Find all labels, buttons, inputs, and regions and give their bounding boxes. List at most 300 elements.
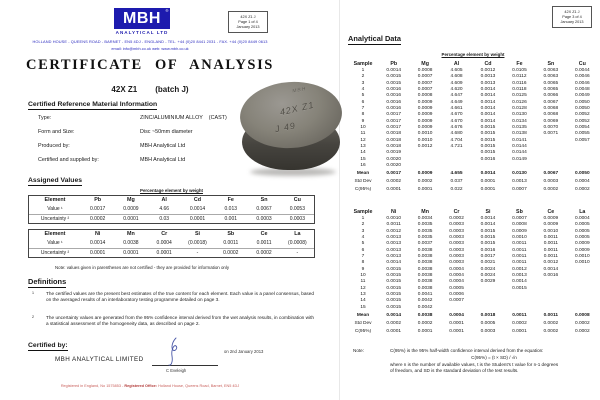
value-cell: 0.0009 bbox=[512, 228, 527, 234]
value-cell: 0.0038 bbox=[417, 247, 433, 253]
value-cell: 0.0144 bbox=[512, 150, 527, 156]
row-label-cell: Mean bbox=[356, 171, 370, 177]
value-cell: 0.0038 bbox=[417, 273, 433, 279]
company-contact: email: info@mbh.co.uk web: www.mbh.co.uk bbox=[111, 45, 189, 51]
value-cell: 0.0063 bbox=[543, 68, 559, 73]
value-cell: 4.655 bbox=[450, 171, 463, 177]
row-label-cell: Value ¹ bbox=[47, 240, 63, 246]
value-cell: 0.0038 bbox=[417, 312, 433, 318]
value-cell: 0.0004 bbox=[449, 266, 464, 272]
table-row bbox=[29, 214, 314, 223]
row-label-cell: 13 bbox=[360, 144, 366, 150]
table-row bbox=[348, 329, 598, 336]
assigned-values-table-2 bbox=[28, 229, 315, 258]
stamp-date: January 2013 bbox=[560, 19, 584, 24]
value-cell: 0.0014 bbox=[480, 106, 496, 112]
value-cell: 0.0015 bbox=[480, 150, 496, 156]
value-cell: 0.0009 bbox=[417, 125, 433, 131]
table-row bbox=[29, 230, 314, 239]
value-cell: Cr bbox=[161, 231, 168, 237]
value-cell: 0.0016 bbox=[480, 247, 496, 253]
value-cell: 0.0015 bbox=[480, 125, 496, 131]
row-label-cell: 3 bbox=[361, 80, 365, 86]
value-cell: 0.0001 bbox=[417, 328, 433, 334]
value-cell: 0.0112 bbox=[512, 74, 527, 80]
value-cell: 0.0014 bbox=[512, 279, 527, 285]
value-cell: 0.0014 bbox=[480, 118, 496, 124]
value-cell: 0.0002 bbox=[223, 250, 239, 256]
value-cell: 0.037 bbox=[450, 179, 463, 185]
value-cell: 0.0105 bbox=[512, 68, 527, 73]
value-cell bbox=[535, 163, 566, 169]
value-cell: Ni bbox=[391, 209, 397, 215]
value-cell: 0.0016 bbox=[386, 93, 402, 99]
row-label-cell: 2 bbox=[361, 222, 365, 228]
row-label-cell: Element bbox=[44, 197, 66, 203]
value-cell: 0.0017 bbox=[386, 171, 402, 177]
value-cell bbox=[472, 305, 503, 311]
note-line-2: where n is the number of available values, t is the Student's t value for n-1 degrees bbox=[390, 362, 559, 367]
parentheses-note: Note: values given in parentheses are not certified - they are provided for information only bbox=[55, 265, 230, 270]
value-cell: 0.0057 bbox=[574, 137, 590, 143]
signature-icon bbox=[162, 336, 188, 368]
value-cell: 0.013 bbox=[224, 206, 238, 212]
value-cell: 0.0003 bbox=[449, 254, 464, 260]
value-cell: La bbox=[579, 209, 586, 215]
value-cell: 0.0034 bbox=[417, 216, 433, 221]
value-cell: 0.0055 bbox=[574, 131, 590, 137]
value-cell: 0.03 bbox=[159, 216, 170, 222]
value-cell: 0.0013 bbox=[512, 273, 527, 279]
value-cell: 4.608 bbox=[450, 74, 463, 80]
footer-part3: Holland House, Queens Road, Barnet, EN5 4DJ bbox=[157, 384, 240, 388]
value-cell: 0.0125 bbox=[512, 93, 527, 99]
page-stamp bbox=[552, 6, 592, 28]
value-cell: 0.0002 bbox=[256, 250, 272, 256]
value-cell: 0.0024 bbox=[480, 273, 496, 279]
value-cell: 0.0003 bbox=[289, 216, 305, 222]
value-cell: 0.0002 bbox=[386, 320, 402, 326]
value-cell: 0.0016 bbox=[386, 99, 402, 105]
value-cell: 0.0014 bbox=[386, 312, 402, 318]
value-cell: 0.0004 bbox=[574, 179, 590, 185]
value-cell: 0.0010 bbox=[417, 131, 433, 137]
value-cell: 0.0004 bbox=[449, 312, 464, 318]
value-cell: 0.0011 bbox=[543, 241, 559, 247]
value-cell: 0.0149 bbox=[512, 156, 527, 162]
value-cell: 0.0014 bbox=[189, 206, 206, 212]
value-cell: 0.0015 bbox=[386, 80, 402, 86]
value-cell: 0.0007 bbox=[512, 216, 527, 221]
value-cell: 0.0042 bbox=[417, 304, 433, 310]
value-cell: 0.0009 bbox=[417, 106, 433, 112]
row-label-cell: 8 bbox=[361, 112, 365, 118]
row-label-cell: 6 bbox=[361, 247, 365, 253]
note-line-3: of freedom, and SD is the standard deviation of the test results. bbox=[390, 368, 519, 373]
value-cell: 0.0052 bbox=[574, 112, 590, 118]
value-cell: 0.0001 bbox=[480, 187, 496, 193]
value-cell: 0.0050 bbox=[574, 171, 590, 177]
value-cell: 0.0015 bbox=[386, 266, 402, 272]
value-cell: 0.0005 bbox=[574, 222, 590, 228]
value-cell: 0.0015 bbox=[480, 137, 496, 143]
value-cell: 0.0138 bbox=[512, 131, 527, 137]
value-cell: 0.0048 bbox=[574, 87, 590, 93]
value-cell: 0.0054 bbox=[574, 125, 590, 131]
value-cell: - bbox=[196, 250, 199, 256]
value-cell: 0.0007 bbox=[449, 298, 464, 304]
value-cell: Sn bbox=[547, 61, 555, 67]
value-cell: 0.0011 bbox=[512, 247, 527, 253]
value-cell: 0.0009 bbox=[543, 222, 559, 228]
row-label-cell: 7 bbox=[361, 254, 365, 260]
value-cell: 0.0018 bbox=[480, 312, 496, 318]
value-cell: 0.0003 bbox=[543, 179, 559, 185]
value-cell: 0.0008 bbox=[417, 93, 433, 99]
value-cell: 0.0001 bbox=[189, 216, 206, 222]
value-cell: 0.0017 bbox=[386, 118, 402, 124]
field-value-form: Disc ~50mm diameter bbox=[140, 129, 193, 135]
value-cell: 0.0001 bbox=[386, 328, 402, 334]
value-cell: 0.0006 bbox=[449, 292, 464, 298]
table-row bbox=[348, 208, 598, 216]
definition-2 bbox=[32, 315, 318, 327]
value-cell: 0.0002 bbox=[574, 320, 590, 326]
value-cell: 4.649 bbox=[450, 99, 463, 105]
value-cell: 0.0004 bbox=[156, 240, 172, 246]
row-label-cell: 4 bbox=[361, 235, 365, 241]
value-cell: 0.0015 bbox=[480, 241, 496, 247]
definition-1 bbox=[32, 291, 318, 303]
value-cell: 0.0070 bbox=[543, 125, 559, 131]
value-cell: 0.0130 bbox=[512, 112, 527, 118]
value-cell: 0.0014 bbox=[480, 216, 496, 221]
value-cell: 0.0049 bbox=[574, 93, 590, 99]
value-cell: 0.0038 bbox=[417, 285, 433, 291]
percentage-by-weight-label: Percentage element by weight bbox=[140, 188, 203, 193]
value-cell: 0.0011 bbox=[386, 222, 401, 228]
value-cell: 0.0013 bbox=[480, 80, 496, 86]
value-cell: 0.0010 bbox=[543, 228, 559, 234]
value-cell: 0.0068 bbox=[543, 112, 559, 118]
value-cell: 0.0010 bbox=[512, 235, 527, 241]
assigned-values-heading: Assigned Values bbox=[28, 177, 83, 184]
row-label-cell: 7 bbox=[361, 106, 365, 112]
value-cell: 0.0015 bbox=[480, 235, 496, 241]
confidence-interval-note bbox=[390, 348, 598, 374]
value-cell: 0.0019 bbox=[386, 150, 402, 156]
value-cell: Cd bbox=[193, 197, 202, 203]
value-cell: - bbox=[296, 250, 299, 256]
stamp-reference: 42X Z1 J bbox=[240, 14, 256, 19]
value-cell: 4.704 bbox=[450, 137, 463, 143]
value-cell: 0.0021 bbox=[480, 260, 496, 266]
value-cell: 0.0002 bbox=[512, 320, 527, 326]
value-cell: 0.0007 bbox=[417, 80, 433, 86]
value-cell: 0.0011 bbox=[223, 240, 239, 246]
value-cell: 0.0011 bbox=[512, 254, 527, 260]
row-label-cell: C(95%) bbox=[354, 187, 372, 193]
value-cell: 0.0009 bbox=[417, 112, 433, 118]
value-cell: 0.0046 bbox=[574, 74, 590, 80]
value-cell: 0.0003 bbox=[256, 216, 272, 222]
value-cell: 0.0130 bbox=[512, 171, 527, 177]
value-cell: 0.0001 bbox=[156, 250, 172, 256]
value-cell: 0.0005 bbox=[480, 320, 496, 326]
value-cell: 0.0015 bbox=[386, 285, 402, 291]
page-stamp bbox=[228, 11, 268, 33]
value-cell: 0.0011 bbox=[512, 241, 527, 247]
value-cell: 0.0035 bbox=[417, 222, 433, 228]
percentage-by-weight-label: Percentage element by weight bbox=[441, 52, 505, 57]
value-cell: 0.0003 bbox=[449, 241, 464, 247]
value-cell: 0.0020 bbox=[386, 156, 402, 162]
value-cell: 0.0014 bbox=[480, 99, 496, 105]
definition-1-text: The certified values are the present best estimates of the true content for each element. Each value is a panel consensus, based on the averaged results of an interlaboratory testing programme detailed on page 3. bbox=[46, 291, 314, 302]
assigned-values-table-1 bbox=[28, 195, 315, 224]
value-cell: 0.0001 bbox=[512, 328, 527, 334]
value-cell: 0.0014 bbox=[480, 171, 496, 177]
definitions-heading: Definitions bbox=[28, 277, 67, 286]
signature-date: on 2nd January 2013 bbox=[224, 349, 264, 354]
value-cell: Mg bbox=[421, 61, 429, 67]
value-cell: 0.0008 bbox=[417, 68, 433, 73]
value-cell: 0.0004 bbox=[449, 273, 464, 279]
value-cell: 0.0005 bbox=[574, 228, 590, 234]
registered-trademark-icon: ® bbox=[165, 8, 169, 13]
table-row bbox=[348, 171, 598, 178]
certified-by-heading: Certified by: bbox=[28, 342, 68, 349]
value-cell: 0.0010 bbox=[574, 260, 590, 266]
value-cell: 0.0002 bbox=[417, 179, 433, 185]
table-row bbox=[348, 60, 598, 68]
value-cell: 0.0011 bbox=[543, 247, 559, 253]
field-value-certified: MBH Analytical Ltd bbox=[140, 157, 186, 163]
value-cell: 0.0009 bbox=[417, 118, 433, 124]
disc-engraving-brand: MBH bbox=[291, 86, 307, 95]
stamp-page-number: Page 3 of 4 bbox=[562, 14, 582, 19]
row-label-cell: 9 bbox=[361, 266, 365, 272]
value-cell: 0.0005 bbox=[449, 285, 464, 291]
value-cell bbox=[567, 305, 598, 311]
value-cell: Mg bbox=[127, 197, 135, 203]
row-label-cell: 9 bbox=[361, 118, 365, 124]
value-cell: Sb bbox=[516, 209, 523, 215]
definition-1-marker: 1 bbox=[32, 291, 34, 295]
value-cell: 0.0011 bbox=[256, 240, 272, 246]
table-row bbox=[348, 179, 598, 186]
row-label-cell: Uncertainty ² bbox=[40, 216, 70, 222]
value-cell: 0.0067 bbox=[543, 99, 559, 105]
mbh-logo-subtitle: ANALYTICAL LTD bbox=[115, 30, 169, 35]
value-cell: 0.0003 bbox=[449, 228, 464, 234]
row-label-cell: 5 bbox=[361, 241, 365, 247]
analytical-data-heading: Analytical Data bbox=[348, 34, 401, 43]
value-cell: 4.670 bbox=[450, 112, 463, 118]
sample-disc-photo bbox=[240, 82, 342, 178]
value-cell: 0.0011 bbox=[512, 312, 527, 318]
value-cell: 0.0013 bbox=[386, 254, 402, 260]
value-cell: 0.0038 bbox=[417, 266, 433, 272]
value-cell: 0.0003 bbox=[480, 328, 496, 334]
field-value-produced: MBH Analytical Ltd bbox=[140, 143, 186, 149]
definition-2-text: The uncertainty values are generated from the 95% confidence interval derived from the wet analysis results, in combination with a statistical assessment of the homogeneity data, as described on page 2. bbox=[46, 315, 314, 326]
value-cell: 0.0002 bbox=[543, 320, 559, 326]
value-cell bbox=[504, 163, 535, 169]
table-row bbox=[348, 163, 598, 169]
value-cell: 0.0144 bbox=[512, 144, 527, 150]
table-row bbox=[29, 239, 314, 248]
value-cell: Al bbox=[453, 61, 460, 67]
value-cell: 0.0063 bbox=[543, 74, 559, 80]
value-cell: 0.0029 bbox=[480, 279, 496, 285]
value-cell: 0.0010 bbox=[386, 216, 402, 221]
field-value-type: ZINC/ALUMINIUM ALLOY (CAST) bbox=[140, 115, 227, 121]
value-cell: 0.0141 bbox=[512, 137, 527, 143]
value-cell: 0.0016 bbox=[386, 106, 402, 112]
row-label-cell: Element bbox=[44, 231, 66, 237]
value-cell: 4.620 bbox=[450, 87, 463, 93]
mbh-logo-text: MBH bbox=[123, 10, 161, 27]
value-cell: 0.0002 bbox=[417, 320, 433, 326]
value-cell: 0.0012 bbox=[480, 68, 496, 73]
value-cell: 0.001 bbox=[224, 216, 238, 222]
value-cell: 0.0015 bbox=[480, 144, 496, 150]
value-cell bbox=[535, 305, 566, 311]
value-cell: 0.0017 bbox=[480, 254, 496, 260]
value-cell: 0.0128 bbox=[512, 106, 527, 112]
value-cell: 0.0010 bbox=[417, 137, 433, 143]
row-label-cell: 3 bbox=[361, 228, 365, 234]
mbh-logo bbox=[114, 8, 170, 29]
value-cell: 0.0001 bbox=[123, 216, 139, 222]
value-cell: 0.0009 bbox=[574, 247, 590, 253]
row-label-cell: 11 bbox=[360, 131, 366, 137]
value-cell: 0.0009 bbox=[417, 99, 433, 105]
row-label-cell: 14 bbox=[360, 298, 366, 304]
value-cell: 0.0007 bbox=[512, 187, 527, 193]
field-label-form: Form and Size: bbox=[38, 129, 75, 135]
value-cell: La bbox=[294, 231, 301, 237]
value-cell: 0.0016 bbox=[386, 87, 402, 93]
certifying-company: MBH ANALYTICAL LIMITED bbox=[55, 356, 144, 363]
value-cell: 0.0015 bbox=[386, 304, 402, 310]
value-cell: 0.0002 bbox=[574, 187, 590, 193]
field-label-produced: Produced by: bbox=[38, 143, 70, 149]
value-cell: 0.0015 bbox=[512, 285, 527, 291]
value-cell: 0.0005 bbox=[574, 235, 590, 241]
value-cell: 0.0015 bbox=[386, 298, 402, 304]
value-cell: 0.0135 bbox=[512, 125, 527, 131]
value-cell: 0.0013 bbox=[386, 241, 402, 247]
footer-part1: Registered in England, No 1575853 - bbox=[60, 384, 125, 388]
value-cell: Cu bbox=[293, 197, 301, 203]
value-cell: 0.0001 bbox=[449, 328, 464, 334]
value-cell: 0.0003 bbox=[449, 247, 464, 253]
row-label-cell: 1 bbox=[361, 216, 365, 221]
value-cell: 0.0041 bbox=[417, 292, 433, 298]
value-cell: 0.0011 bbox=[543, 254, 559, 260]
value-cell: 0.0001 bbox=[89, 250, 106, 256]
value-cell: 0.0013 bbox=[386, 247, 402, 253]
value-cell: 0.0008 bbox=[574, 312, 590, 318]
value-cell bbox=[504, 305, 535, 311]
value-cell: Fe bbox=[227, 197, 234, 203]
value-cell: 0.0016 bbox=[480, 156, 496, 162]
value-cell: 0.0046 bbox=[574, 80, 590, 86]
value-cell: 4.647 bbox=[450, 93, 463, 99]
footer-part2: Registered Office: bbox=[124, 384, 158, 388]
crm-info-heading: Certified Reference Material Information bbox=[28, 101, 158, 108]
definition-2-marker: 2 bbox=[32, 315, 34, 319]
row-label-cell: 12 bbox=[360, 285, 366, 291]
stamp-date: January 2013 bbox=[236, 24, 260, 29]
table-row bbox=[29, 248, 314, 257]
value-cell: 0.0035 bbox=[417, 235, 433, 241]
value-cell: 0.0014 bbox=[480, 222, 496, 228]
row-label-cell: 11 bbox=[360, 279, 366, 285]
value-cell: 0.0012 bbox=[543, 260, 559, 266]
value-cell: 0.0050 bbox=[574, 106, 590, 112]
disc-engraving-id: 42X Z1 bbox=[278, 99, 316, 118]
value-cell: Cr bbox=[453, 209, 460, 215]
value-cell: 0.0012 bbox=[512, 266, 527, 272]
table-row bbox=[348, 321, 598, 328]
value-cell: (0.0018) bbox=[188, 240, 207, 246]
value-cell: 0.0009 bbox=[417, 171, 433, 177]
value-cell: Si bbox=[194, 231, 201, 237]
value-cell: 0.0002 bbox=[386, 179, 402, 185]
analytical-table-2 bbox=[348, 208, 598, 335]
value-cell: Ce bbox=[547, 209, 555, 215]
row-label-cell: Std Dev bbox=[354, 179, 372, 185]
value-cell: 0.0003 bbox=[449, 222, 464, 228]
value-cell: 0.0017 bbox=[386, 112, 402, 118]
analytical-data-page bbox=[345, 0, 600, 400]
value-cell: 0.0002 bbox=[543, 187, 559, 193]
value-cell: 0.0015 bbox=[480, 131, 496, 137]
value-cell: 0.0004 bbox=[574, 216, 590, 221]
value-cell: 0.0003 bbox=[449, 235, 464, 241]
value-cell: 0.0013 bbox=[512, 179, 527, 185]
batch-label: (batch J) bbox=[155, 85, 189, 94]
value-cell: 0.0002 bbox=[449, 216, 464, 221]
value-cell: 0.0015 bbox=[386, 74, 402, 80]
row-label-cell: Mean bbox=[356, 312, 370, 318]
disc-engraving-batch: J 49 bbox=[274, 120, 297, 135]
value-cell: 0.0038 bbox=[417, 279, 433, 285]
table-row bbox=[29, 196, 314, 205]
value-cell: 0.0014 bbox=[386, 260, 402, 266]
row-label-cell: 15 bbox=[360, 156, 366, 162]
value-cell: 0.0001 bbox=[386, 187, 402, 193]
row-label-cell: 16 bbox=[360, 163, 366, 169]
value-cell: 0.0008 bbox=[512, 222, 527, 228]
value-cell: 0.0015 bbox=[386, 279, 402, 285]
value-cell: 0.0001 bbox=[480, 179, 496, 185]
company-address: HOLLAND HOUSE - QUEENS ROAD - BARNET - EN5 4DJ - ENGLAND - TEL. +44 (0)20 8441 2031 - FAX. +44 (0)20 8449 0613 bbox=[32, 38, 268, 44]
value-cell: 0.0007 bbox=[417, 74, 433, 80]
value-cell: 0.0015 bbox=[386, 273, 402, 279]
registration-footer bbox=[14, 384, 286, 388]
value-cell: 0.0012 bbox=[417, 144, 433, 150]
row-label-cell: 15 bbox=[360, 304, 366, 310]
analytical-table-1 bbox=[348, 60, 598, 194]
value-cell bbox=[441, 305, 472, 311]
row-label-cell: 8 bbox=[361, 260, 365, 266]
value-cell: 0.0037 bbox=[417, 241, 433, 247]
value-cell: 4.676 bbox=[450, 125, 463, 131]
